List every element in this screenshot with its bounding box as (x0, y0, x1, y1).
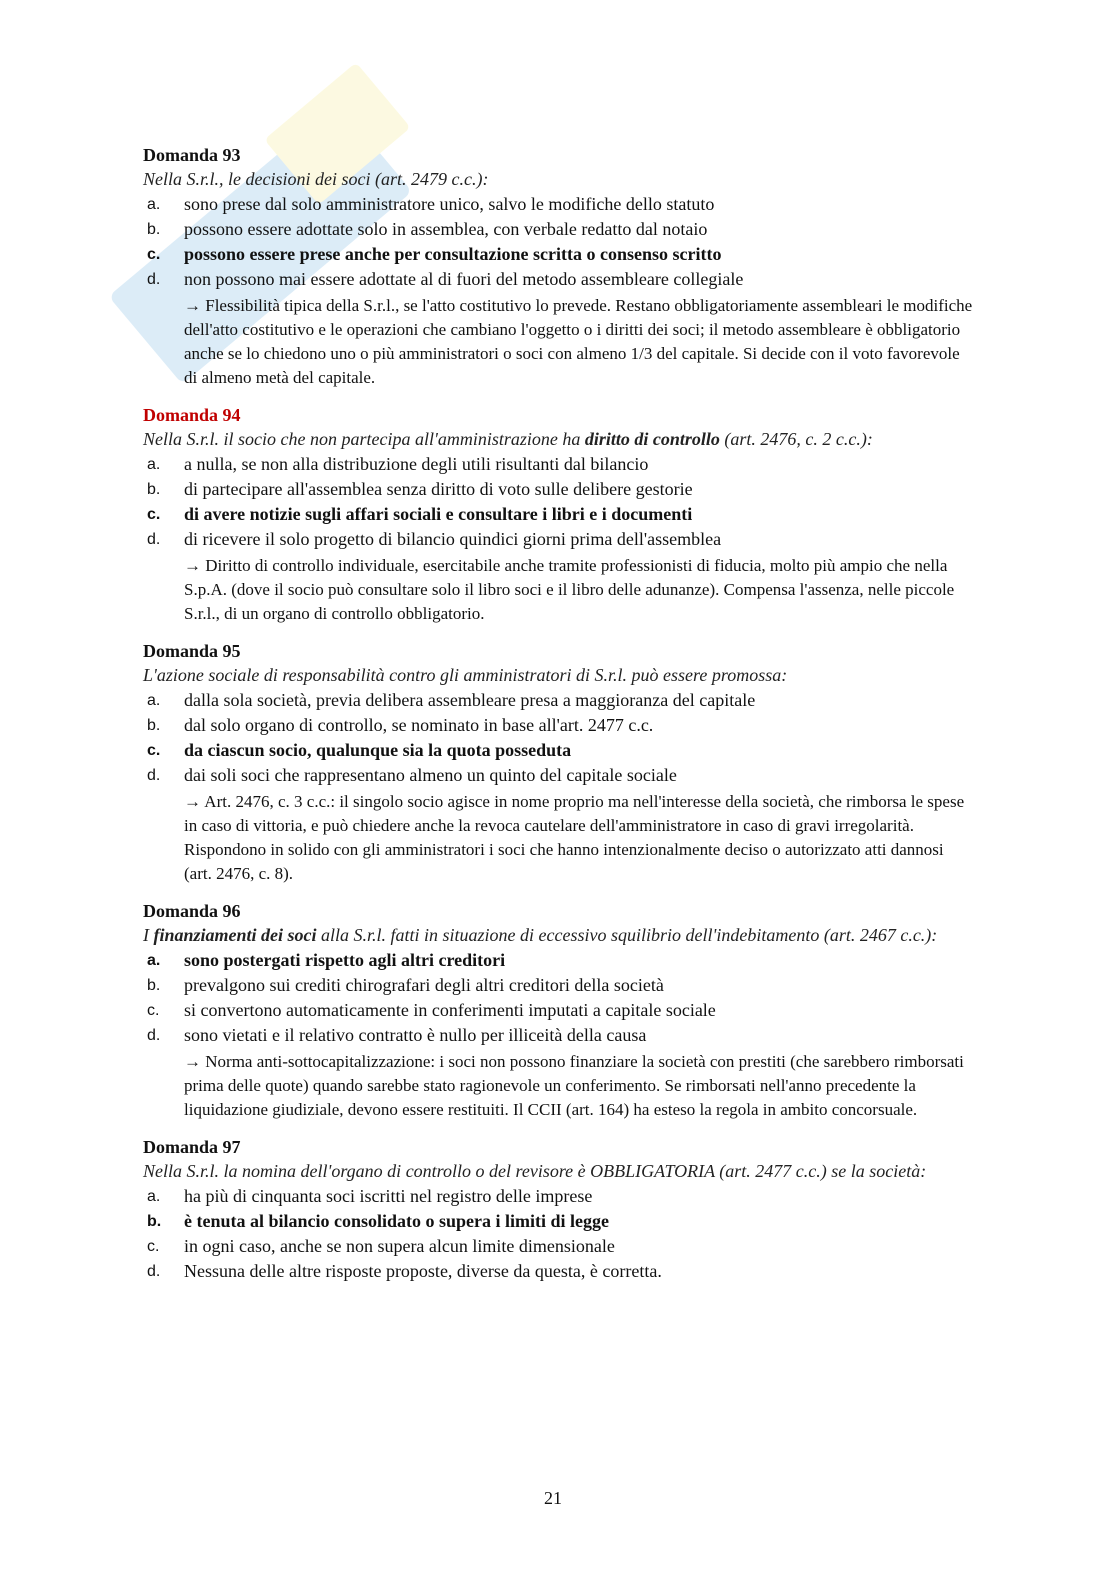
question-text-part: Nella S.r.l., le decisioni dei soci (art. 2479 c.c.): (143, 169, 489, 189)
option-text: ha più di cinquanta soci iscritti nel registro delle imprese (184, 1186, 593, 1206)
option-letter: a. (147, 952, 161, 969)
answer-option-correct (143, 502, 973, 527)
answer-option (143, 763, 973, 788)
option-letter: a. (147, 196, 161, 213)
explanation: → Diritto di controllo individuale, esercitabile anche tramite professionisti di fiducia, molto più ampio che nella S.p.A. (dove il socio può consultare solo il libro soci e il libro delle adunanze). Compensa l'assenza, nelle piccole S.r.l., di un organo di controllo obbligatorio. (184, 556, 955, 623)
answer-option (143, 192, 973, 217)
question-text-part: L'azione sociale di responsabilità contro gli amministratori di S.r.l. può essere promossa: (143, 665, 788, 685)
option-text: prevalgono sui crediti chirografari degli altri creditori della società (184, 975, 664, 995)
answer-option (143, 1259, 973, 1284)
option-letter: b. (147, 221, 161, 238)
option-text: sono vietati e il relativo contratto è nullo per illiceità della causa (184, 1025, 647, 1045)
question-title: Domanda 94 (143, 405, 241, 425)
option-letter: d. (147, 531, 161, 548)
option-text: in ogni caso, anche se non supera alcun limite dimensionale (184, 1236, 615, 1256)
option-letter: a. (147, 1188, 161, 1205)
answer-option-correct (143, 1209, 973, 1234)
page-number: 21 (544, 1488, 562, 1508)
option-letter: b. (147, 717, 161, 734)
question-text-part: alla S.r.l. fatti in situazione di eccessivo squilibrio dell'indebitamento (art. 2467 c.c.): (316, 925, 938, 945)
answer-option (143, 452, 973, 477)
answer-option (143, 217, 973, 242)
question-text-emphasis: finanziamenti dei soci (153, 925, 317, 945)
answer-option (143, 998, 973, 1023)
option-text: è tenuta al bilancio consolidato o supera i limiti di legge (184, 1211, 610, 1231)
answer-option (143, 477, 973, 502)
question-text-part: Nella S.r.l. la nomina dell'organo di controllo o del revisore è OBBLIGATORIA (art. 2477 c.c.) se la società: (143, 1161, 927, 1181)
question-title: Domanda 97 (143, 1137, 241, 1157)
document-page (143, 143, 973, 1297)
explanation: → Norma anti-sottocapitalizzazione: i soci non possono finanziare la società con prestiti (che sarebbero rimborsati prima delle quote) quando sarebbe stato ragionevole un conferimento. Se rimborsati nell'anno precedente la liquidazione giudiziale, devono essere restituiti. Il CCII (art. 164) ha esteso la regola in ambito concorsuale. (184, 1052, 964, 1119)
option-letter: c. (147, 506, 161, 523)
explanation: → Flessibilità tipica della S.r.l., se l'atto costitutivo lo prevede. Restano obbligatoriamente assembleari le modifiche dell'atto costitutivo e le operazioni che cambiano l'oggetto o i diritti dei soci; il metodo assembleare è obbligatorio anche se lo chiedono uno o più amministratori o soci con almeno 1/3 del capitale. Si decide con il voto favorevole di almeno metà del capitale. (184, 296, 973, 387)
option-letter: a. (147, 456, 161, 473)
question-block (143, 143, 973, 390)
option-text: di partecipare all'assemblea senza diritto di voto sulle delibere gestorie (184, 479, 693, 499)
option-letter: d. (147, 1027, 161, 1044)
option-letter: b. (147, 1213, 162, 1230)
option-letter: c. (147, 1238, 160, 1255)
option-text: sono prese dal solo amministratore unico, salvo le modifiche dello statuto (184, 194, 715, 214)
question-text-part: Nella S.r.l. il socio che non partecipa all'amministrazione ha (143, 429, 585, 449)
option-letter: d. (147, 767, 161, 784)
option-text: di avere notizie sugli affari sociali e consultare i libri e i documenti (184, 504, 693, 524)
question-block (143, 899, 973, 1122)
question-text-emphasis: diritto di controllo (584, 429, 720, 449)
question-text (143, 923, 973, 948)
option-letter: c. (147, 1002, 160, 1019)
question-text (143, 663, 973, 688)
option-text: Nessuna delle altre risposte proposte, diverse da questa, è corretta. (184, 1261, 662, 1281)
option-text: a nulla, se non alla distribuzione degli utili risultanti dal bilancio (184, 454, 649, 474)
answer-option-correct (143, 738, 973, 763)
answer-option-correct (143, 242, 973, 267)
question-block (143, 639, 973, 886)
option-text: si convertono automaticamente in conferimenti imputati a capitale sociale (184, 1000, 716, 1020)
option-text: di ricevere il solo progetto di bilancio quindici giorni prima dell'assemblea (184, 529, 722, 549)
option-letter: b. (147, 481, 161, 498)
option-text: dai soli soci che rappresentano almeno un quinto del capitale sociale (184, 765, 677, 785)
option-letter: b. (147, 977, 161, 994)
option-letter: c. (147, 742, 161, 759)
question-block (143, 403, 973, 626)
option-letter: a. (147, 692, 161, 709)
question-text (143, 427, 973, 452)
question-text-part: I (143, 925, 154, 945)
option-text: sono postergati rispetto agli altri creditori (184, 950, 506, 970)
answer-option (143, 1023, 973, 1048)
option-text: non possono mai essere adottate al di fuori del metodo assembleare collegiale (184, 269, 744, 289)
question-text (143, 167, 973, 192)
answer-option (143, 267, 973, 292)
option-text: possono essere prese anche per consultazione scritta o consenso scritto (184, 244, 722, 264)
answer-option-correct (143, 948, 973, 973)
option-letter: c. (147, 246, 161, 263)
option-text: dal solo organo di controllo, se nominato in base all'art. 2477 c.c. (184, 715, 654, 735)
question-title: Domanda 95 (143, 641, 241, 661)
option-text: dalla sola società, previa delibera assembleare presa a maggioranza del capitale (184, 690, 756, 710)
option-letter: d. (147, 1263, 161, 1280)
answer-option (143, 688, 973, 713)
option-text: possono essere adottate solo in assemblea, con verbale redatto dal notaio (184, 219, 708, 239)
answer-option (143, 973, 973, 998)
question-text-part: (art. 2476, c. 2 c.c.): (719, 429, 873, 449)
question-text (143, 1159, 973, 1184)
question-title: Domanda 96 (143, 901, 241, 921)
answer-option (143, 1234, 973, 1259)
question-block (143, 1135, 973, 1284)
answer-option (143, 1184, 973, 1209)
answer-option (143, 713, 973, 738)
option-letter: d. (147, 271, 161, 288)
explanation: → Art. 2476, c. 3 c.c.: il singolo socio agisce in nome proprio ma nell'interesse della società, che rimborsa le spese in caso di vittoria, e può chiedere anche la revoca cautelare dell'amministratore in caso di gravi irregolarità. Rispondono in solido con gli amministratori i soci che hanno intenzionalmente deciso o autorizzato atti dannosi (art. 2476, c. 8). (184, 792, 965, 883)
answer-option (143, 527, 973, 552)
option-text: da ciascun socio, qualunque sia la quota posseduta (184, 740, 572, 760)
question-title: Domanda 93 (143, 145, 241, 165)
